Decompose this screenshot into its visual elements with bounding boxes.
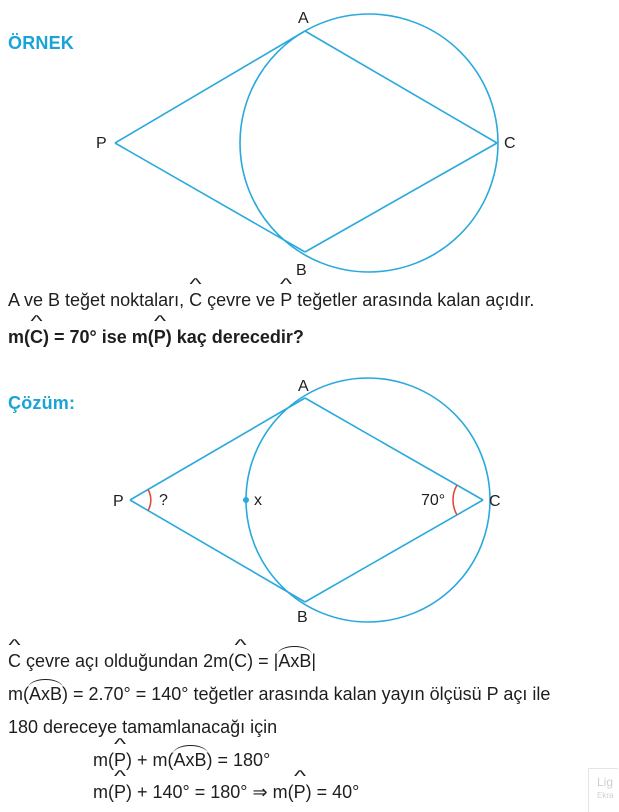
label-c: C — [504, 135, 516, 152]
p-hat-symbol: ^ P — [280, 290, 292, 311]
chord-ac — [305, 31, 497, 143]
c-hat-symbol: ^ C — [30, 327, 43, 348]
label-x: x — [254, 492, 262, 509]
point-x — [243, 497, 249, 503]
tangent-pb — [130, 500, 305, 602]
tangent-pa — [115, 31, 305, 143]
chord-bc — [305, 143, 497, 252]
label-angle-c: 70° — [421, 492, 446, 509]
solution-heading: Çözüm: — [8, 393, 76, 413]
tangent-pb — [115, 143, 305, 252]
solution-line-2: m(AxB) = 2.70° = 140° teğetler arasında kalan yayın ölçüsü P açı ile — [8, 684, 551, 704]
example-circle — [240, 14, 498, 272]
example-figure — [0, 0, 619, 290]
label-b: B — [296, 262, 307, 279]
c-hat-symbol: ^ C — [234, 651, 247, 672]
p-hat-symbol: ^ P — [154, 327, 166, 348]
c-hat-symbol: ^ C — [189, 290, 202, 311]
p-hat-symbol: ^ P — [114, 750, 126, 771]
arc-axb-symbol: AxB — [278, 651, 312, 671]
label-a: A — [298, 378, 309, 395]
solution-figure — [0, 370, 619, 630]
arc-axb-symbol: AxB — [29, 684, 63, 704]
arc-axb-symbol: AxB — [173, 750, 207, 770]
angle-c-arc — [453, 485, 457, 515]
label-angle-p: ? — [159, 492, 168, 509]
label-b: B — [297, 609, 308, 626]
c-hat-symbol: ^ C — [8, 651, 21, 672]
label-p: P — [96, 135, 107, 152]
solution-line-1: ^ C çevre açı olduğundan 2m(^ C) = |AxB| — [8, 651, 316, 672]
example-heading: ÖRNEK — [8, 33, 75, 53]
label-c: C — [489, 493, 501, 510]
p-hat-symbol: ^ P — [114, 782, 126, 803]
label-p: P — [113, 493, 124, 510]
solution-line-4: m(^ P) + m(AxB) = 180° — [93, 750, 270, 771]
solution-line-5: m(^ P) + 140° = 180° ⇒ m(^ P) = 40° — [93, 782, 359, 803]
tangent-pa — [130, 398, 305, 500]
watermark: Lig Ekra — [588, 768, 618, 812]
example-statement: A ve B teğet noktaları, ^ C çevre ve ^ P teğetler arasında kalan açıdır. — [8, 290, 534, 311]
p-hat-symbol: ^ P — [294, 782, 306, 803]
label-a: A — [298, 10, 309, 27]
example-question: m(^ C) = 70° ise m(^ P) kaç derecedir? — [8, 327, 304, 348]
angle-p-arc — [148, 490, 151, 511]
solution-line-3: 180 dereceye tamamlanacağı için — [8, 717, 278, 737]
